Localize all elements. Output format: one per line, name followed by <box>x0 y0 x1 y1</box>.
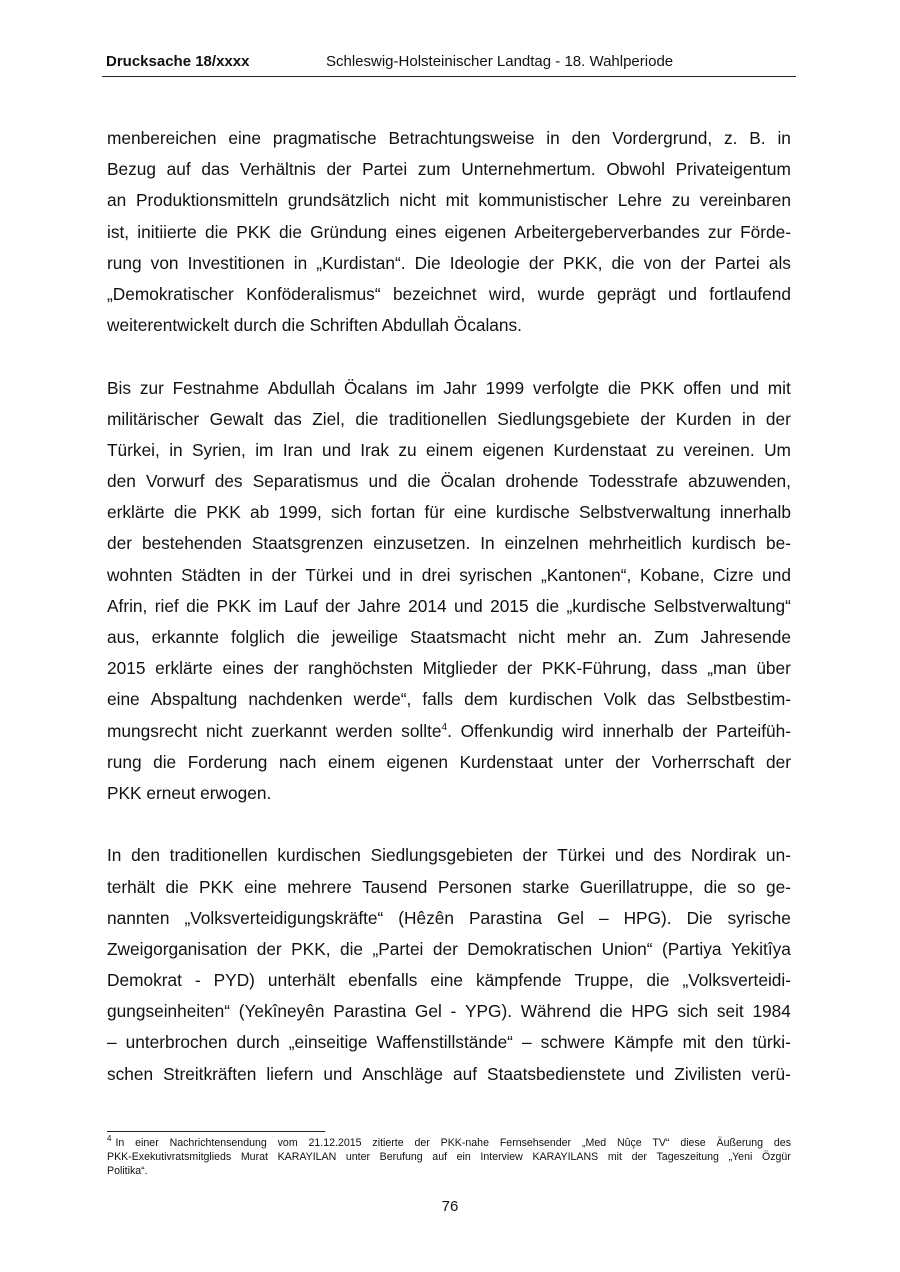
text-line: 2015 erklärte eines der ranghöchsten Mitglieder der PKK-Führung, dass „man über <box>107 658 791 679</box>
line-text: mungsrecht nicht zuerkannt werden sollte$^4$. Offenkundig wird innerhalb der Parteifüh- <box>107 720 791 741</box>
text-line: ist, initiierte die PKK die Gründung eines eigenen Arbeitergeberverbandes zur Förde- <box>107 221 791 242</box>
text-line: gungseinheiten“ (Yekîneyên Parastina Gel - YPG). Während die HPG sich seit 1984 <box>107 1001 791 1022</box>
body-text <box>107 123 791 1090</box>
document-id: Drucksache 18/xxxx <box>106 53 250 70</box>
footnote-line: PKK-Exekutivratsmitglieds Murat KARAYILAN unter Berufung auf ein Interview KARAYILANS mit der Tageszeitung „Yeni Özgür <box>107 1151 791 1163</box>
text-line: PKK erneut erwogen. <box>107 782 272 803</box>
text-line: „Demokratischer Konföderalismus“ bezeichnet wird, wurde geprägt und fortlaufend <box>107 283 791 304</box>
text-line: schen Streitkräften liefern und Anschläge auf Staatsbedienstete und Zivilisten verü- <box>107 1063 791 1084</box>
text-line: Demokrat - PYD) unterhält ebenfalls eine kämpfende Truppe, die „Volksverteidi- <box>107 970 791 991</box>
text-line: Bezug auf das Verhältnis der Partei zum Unternehmertum. Obwohl Privateigentum <box>107 159 791 180</box>
parliament-title: Schleswig-Holsteinischer Landtag - 18. Wahlperiode <box>326 53 674 70</box>
footnote-number: 4 <box>107 1134 112 1144</box>
text-line: der bestehenden Staatsgrenzen einzusetzen. In einzelnen mehrheitlich kurdisch be- <box>107 533 791 554</box>
text-line: erklärte die PKK ab 1999, sich fortan für eine kurdische Selbstverwaltung innerhalb <box>107 502 791 523</box>
footnote-reference[interactable]: 4 <box>441 721 448 733</box>
text-line: aus, erkannte folglich die jeweilige Staatsmacht nicht mehr an. Zum Jahresende <box>107 627 791 647</box>
text-line: militärischer Gewalt das Ziel, die traditionellen Siedlungsgebiete der Kurden in der <box>107 408 791 429</box>
text-line: Türkei, in Syrien, im Iran und Irak zu einem eigenen Kurdenstaat zu vereinen. Um <box>107 439 791 460</box>
text-line: In den traditionellen kurdischen Siedlungsgebieten der Türkei und des Nordirak un- <box>107 845 791 866</box>
text-line: menbereichen eine pragmatische Betrachtungsweise in den Vordergrund, z. B. in <box>107 128 791 148</box>
footnote-line: Politika“. <box>107 1165 148 1177</box>
text-line: Afrin, rief die PKK im Lauf der Jahre 2014 und 2015 die „kurdische Selbstverwaltung“ <box>107 595 791 616</box>
paragraph <box>107 373 791 810</box>
text-line: terhält die PKK eine mehrere Tausend Personen starke Guerillatruppe, die so ge- <box>107 876 791 897</box>
text-line-with-footnote <box>107 716 791 747</box>
paragraph <box>107 123 791 341</box>
page-number: 76 <box>441 1198 459 1215</box>
paragraph <box>107 840 791 1090</box>
text-line: nannten „Volksverteidigungskräfte“ (Hêzên Parastina Gel – HPG). Die syrische <box>107 907 791 928</box>
footnote-line: $^4$ In einer Nachrichtensendung vom 21.12.2015 zitierte der PKK-nahe Fernsehsender „Med Nûçe TV“ diese Äußerung des <box>107 1134 791 1149</box>
text-line: – unterbrochen durch „einseitige Waffenstillstände“ – schwere Kämpfe mit den türki- <box>107 1032 791 1053</box>
text-line: Zweigorganisation der PKK, die „Partei der Demokratischen Union“ (Partiya Yekitîya <box>107 938 791 959</box>
text-line: an Produktionsmitteln grundsätzlich nicht mit kommunistischer Lehre zu vereinbaren <box>107 190 791 211</box>
footnote-separator <box>107 1131 325 1132</box>
text-line: weiterentwickelt durch die Schriften Abdullah Öcalans. <box>107 315 522 336</box>
text-line: den Vorwurf des Separatismus und die Öcalan drohende Todesstrafe abzuwenden, <box>107 471 791 492</box>
text-line: eine Abspaltung nachdenken werde“, falls dem kurdischen Volk das Selbstbestim- <box>107 689 791 710</box>
footnote <box>107 1136 791 1178</box>
page-header <box>102 50 796 77</box>
text-line: rung die Forderung nach einem eigenen Kurdenstaat unter der Vorherrschaft der <box>107 751 791 772</box>
text-line: Bis zur Festnahme Abdullah Öcalans im Jahr 1999 verfolgte die PKK offen und mit <box>107 377 791 398</box>
text-line: wohnten Städten in der Türkei und in drei syrischen „Kantonen“, Kobane, Cizre und <box>107 564 791 585</box>
text-line: rung von Investitionen in „Kurdistan“. Die Ideologie der PKK, die von der Partei als <box>107 252 791 273</box>
